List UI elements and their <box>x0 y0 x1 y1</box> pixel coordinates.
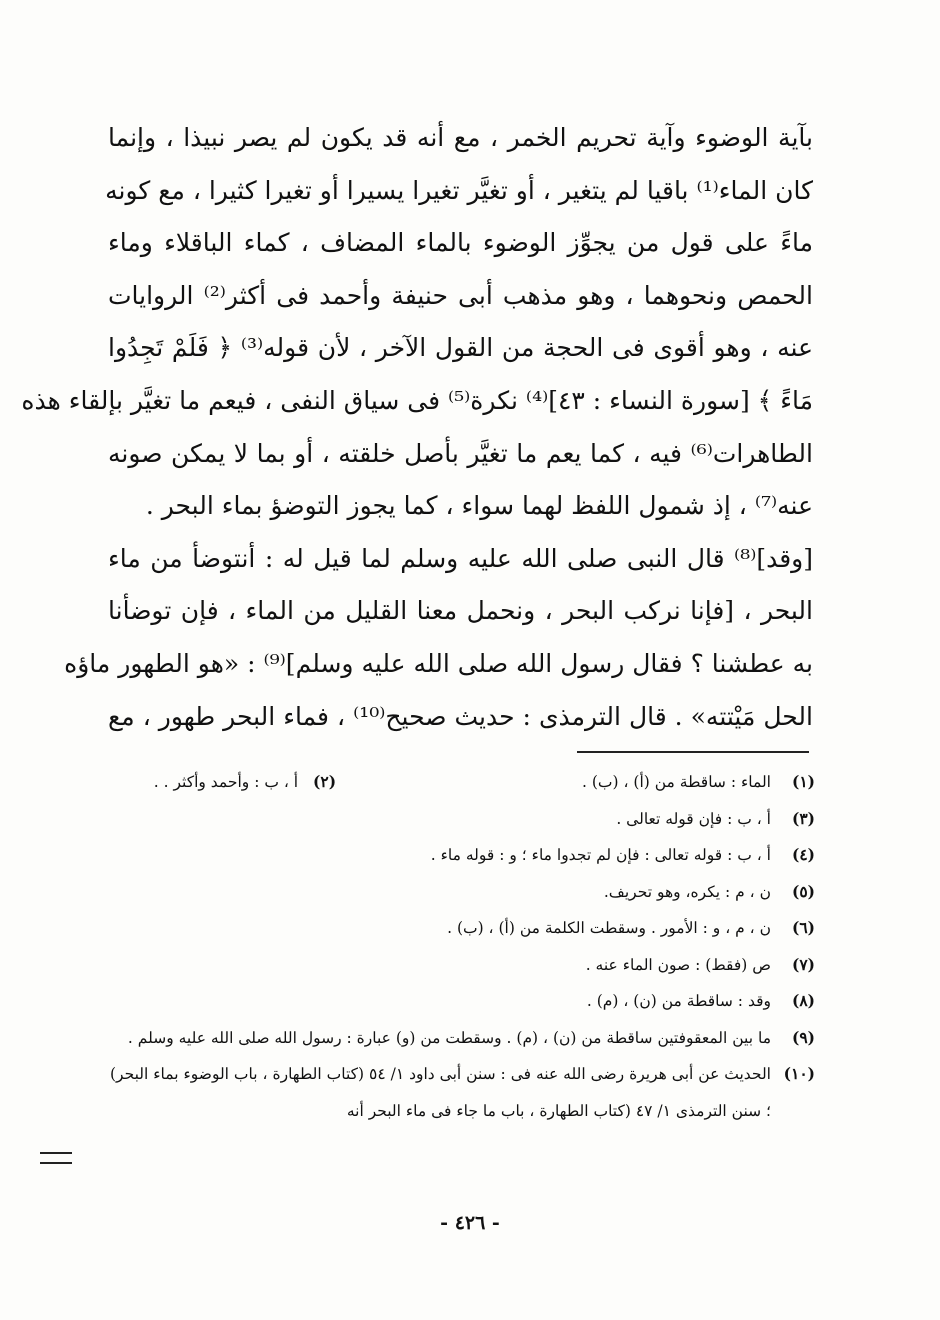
body-line-8: عنه⁽⁷⁾ ، إذ شمول اللفظ لهما سواء ، كما يجوز التوضؤ بماء البحر . <box>145 491 813 521</box>
body-line-7: الطاهرات⁽⁶⁾ فيه ، كما يعم ما تغيَّر بأصل خلقته ، أو بما لا يمكن صونه <box>108 438 813 468</box>
footnote-separator-rule <box>577 751 809 753</box>
body-line-11: به عطشنا ؟ فقال رسول الله صلى الله عليه وسلم]⁽⁹⁾ : «هو الطهور ماؤه <box>64 648 813 678</box>
footnote-item <box>110 801 815 838</box>
footnote-number: (١) <box>791 772 815 791</box>
footnote-item <box>110 983 815 1020</box>
footnote-number: (٦) <box>791 918 815 937</box>
footnote-item <box>110 947 815 984</box>
footnote-item <box>110 764 815 801</box>
body-line-12: الحل مَيْتته» . قال الترمذى : حديث صحيح⁽¹⁰⁾ ، فماء البحر طهور ، مع <box>108 701 813 731</box>
footnote-number: (٣) <box>791 808 815 828</box>
footnote-item <box>110 910 815 947</box>
footnote-text: أ ، ب : وأحمد وأكثر . . <box>153 773 299 791</box>
footnote-text: ص (فقط) : صون الماء عنه . <box>585 955 771 974</box>
footnote-text: أ ، ب : قوله تعالى : فإن لم تجدوا ماء ؛ و : قوله ماء . <box>430 846 771 864</box>
footnote-text: ن ، م : يكره، وهو تحريف. <box>603 882 771 901</box>
body-line-3: ماءً على قول من يجوِّز الوضوء بالماء المضاف ، كماء الباقلاء وماء <box>108 228 813 258</box>
footnote-text: ما بين المعقوفتين ساقطة من (ن) ، (م) . وسقطت من (و) عبارة : رسول الله صلى الله عليه وسلم . <box>127 1028 771 1047</box>
footnote-number: (٢) <box>313 772 337 791</box>
footnote-number: (٥) <box>791 881 815 901</box>
footnote-item <box>110 837 815 874</box>
footnote-number: (٨) <box>791 991 815 1010</box>
main-body-text <box>21 112 813 743</box>
body-line-2: كان الماء⁽¹⁾ باقيا لم يتغير ، أو تغيَّر تغيرا يسيرا أو تغيرا كثيرا ، مع كونه <box>105 175 813 205</box>
footnote-item <box>110 1020 815 1057</box>
body-line-9: [وقد]⁽⁸⁾ قال النبى صلى الله عليه وسلم لما قيل له : أنتوضأ من ماء <box>108 543 813 573</box>
footnote-item <box>110 874 815 911</box>
footnote-text: الحديث عن أبى هريرة رضى الله عنه فى : سنن أبى داود ١/ ٥٤ (كتاب الطهارة ، باب الوضوء بماء البحر) ؛ سنن الترمذى ١/ ٤٧ (كتاب الطهارة ، باب ما جاء فى ماء البحر أنه <box>110 1065 771 1120</box>
footnote-number: (٩) <box>791 1027 815 1047</box>
footnote-text: الماء : ساقطة من (أ) ، (ب) . <box>582 773 771 791</box>
footnote-item <box>110 1056 815 1129</box>
page-number: - ٤٢٦ - <box>440 1212 500 1234</box>
footnote-number: (٧) <box>791 954 815 974</box>
footnote-number: (١٠) <box>783 1064 815 1083</box>
body-line-10: البحر ، [فإنا نركب البحر ، ونحمل معنا القليل من الماء ، فإن توضأنا <box>108 596 813 626</box>
footnote-text: وقد : ساقطة من (ن) ، (م) . <box>586 992 771 1010</box>
body-line-1: بآية الوضوء وآية تحريم الخمر ، مع أنه قد يكون لم يصر نبيذا ، وإنما <box>108 123 813 152</box>
footnotes-block <box>110 764 815 1129</box>
footnote-text: ن ، م ، و : الأمور . وسقطت الكلمة من (أ) ، (ب) . <box>447 919 771 937</box>
body-line-6: مَاءً ﴾ [سورة النساء : ٤٣]⁽⁴⁾ نكرة⁽⁵⁾ فى سياق النفى ، فيعم ما تغيَّر بإلقاء هذه <box>21 385 813 415</box>
body-line-4: الحمص ونحوهما ، وهو مذهب أبى حنيفة وأحمد فى أكثر⁽²⁾ الروايات <box>108 280 813 310</box>
footnote-text: أ ، ب : فإن قوله تعالى . <box>616 809 771 828</box>
footnote-number: (٤) <box>791 845 815 864</box>
footnote-continuation-mark <box>40 1152 72 1164</box>
body-line-5: عنه ، وهو أقوى فى الحجة من القول الآخر ، لأن قوله⁽³⁾ ﴿ فَلَمْ تَجِدُوا <box>108 333 813 363</box>
